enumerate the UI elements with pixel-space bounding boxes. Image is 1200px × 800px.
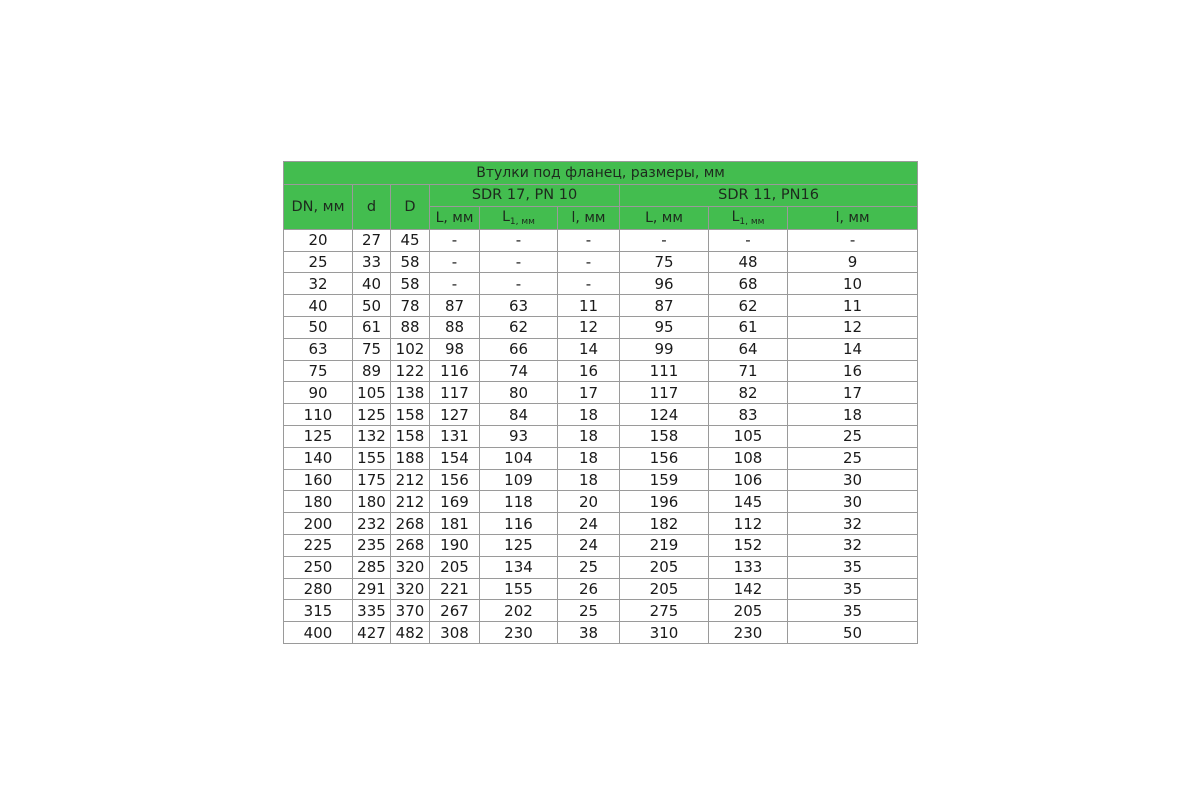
header-L-sdr17: L, мм (430, 206, 480, 229)
table-cell: 14 (558, 338, 620, 360)
table-cell: 62 (480, 316, 558, 338)
table-row (284, 578, 918, 600)
table-cell: 104 (480, 447, 558, 469)
table-cell: 32 (788, 534, 918, 556)
table-row (284, 622, 918, 644)
table-cell: 84 (480, 404, 558, 426)
table-cell: 230 (480, 622, 558, 644)
table-cell: 205 (430, 556, 480, 578)
table-cell: 40 (284, 295, 353, 317)
table-cell: 125 (284, 425, 353, 447)
table-cell: 58 (391, 273, 430, 295)
table-cell: 25 (558, 556, 620, 578)
table-cell: 125 (480, 534, 558, 556)
table-row (284, 251, 918, 273)
table-cell: 155 (353, 447, 391, 469)
header-L-sdr11: L, мм (620, 206, 709, 229)
table-cell: 310 (620, 622, 709, 644)
table-cell: 61 (709, 316, 788, 338)
table-row (284, 316, 918, 338)
table-cell: 63 (284, 338, 353, 360)
header-L1-sdr11: $L_{1, мм}$ (709, 206, 788, 229)
table-cell: 112 (709, 513, 788, 535)
table-cell: 58 (391, 251, 430, 273)
table-cell: 50 (353, 295, 391, 317)
table-row (284, 425, 918, 447)
table-cell: 370 (391, 600, 430, 622)
table-cell: 12 (788, 316, 918, 338)
table-cell: 154 (430, 447, 480, 469)
table-row (284, 273, 918, 295)
table-cell: 275 (620, 600, 709, 622)
table-cell: 159 (620, 469, 709, 491)
table-cell: 96 (620, 273, 709, 295)
table-cell: 235 (353, 534, 391, 556)
table-cell: 200 (284, 513, 353, 535)
table-cell: 110 (284, 404, 353, 426)
table-cell: 98 (430, 338, 480, 360)
table-cell: 17 (558, 382, 620, 404)
header-D: D (391, 185, 430, 230)
table-cell: - (788, 229, 918, 251)
table-cell: 205 (620, 556, 709, 578)
table-cell: 116 (480, 513, 558, 535)
table-cell: 95 (620, 316, 709, 338)
spec-table-container (283, 161, 917, 644)
header-d: d (353, 185, 391, 230)
table-cell: 118 (480, 491, 558, 513)
table-cell: 35 (788, 600, 918, 622)
header-L1-sdr17: $L_{1, мм}$ (480, 206, 558, 229)
table-cell: 11 (558, 295, 620, 317)
table-cell: 175 (353, 469, 391, 491)
table-cell: 212 (391, 491, 430, 513)
table-cell: 116 (430, 360, 480, 382)
table-cell: 17 (788, 382, 918, 404)
table-cell: 205 (709, 600, 788, 622)
table-row (284, 404, 918, 426)
table-cell: 74 (480, 360, 558, 382)
table-cell: 10 (788, 273, 918, 295)
table-cell: 108 (709, 447, 788, 469)
table-cell: 88 (391, 316, 430, 338)
table-cell: 50 (284, 316, 353, 338)
table-cell: 25 (284, 251, 353, 273)
table-title: Втулки под фланец, размеры, мм (284, 162, 918, 185)
table-cell: 82 (709, 382, 788, 404)
table-cell: 45 (391, 229, 430, 251)
table-cell: 61 (353, 316, 391, 338)
table-cell: 109 (480, 469, 558, 491)
table-cell: - (558, 229, 620, 251)
table-cell: 142 (709, 578, 788, 600)
table-cell: 315 (284, 600, 353, 622)
table-cell: 90 (284, 382, 353, 404)
table-cell: 105 (353, 382, 391, 404)
table-cell: 221 (430, 578, 480, 600)
table-cell: 83 (709, 404, 788, 426)
table-cell: 320 (391, 578, 430, 600)
table-cell: 88 (430, 316, 480, 338)
header-group-sdr11: SDR 11, PN16 (620, 185, 918, 207)
table-cell: 18 (788, 404, 918, 426)
table-cell: 482 (391, 622, 430, 644)
table-cell: 427 (353, 622, 391, 644)
header-l-sdr11: l, мм (788, 206, 918, 229)
table-cell: 131 (430, 425, 480, 447)
table-cell: 18 (558, 447, 620, 469)
table-cell: 18 (558, 425, 620, 447)
table-cell: 180 (353, 491, 391, 513)
table-cell: 25 (558, 600, 620, 622)
table-cell: 12 (558, 316, 620, 338)
header-dn: DN, мм (284, 185, 353, 230)
table-row (284, 447, 918, 469)
table-cell: 268 (391, 534, 430, 556)
table-cell: 335 (353, 600, 391, 622)
table-cell: 25 (788, 425, 918, 447)
table-cell: - (430, 273, 480, 295)
table-cell: 117 (430, 382, 480, 404)
table-cell: 152 (709, 534, 788, 556)
table-row (284, 295, 918, 317)
table-cell: - (430, 251, 480, 273)
table-cell: 20 (558, 491, 620, 513)
table-cell: 291 (353, 578, 391, 600)
table-row (284, 534, 918, 556)
table-cell: 87 (620, 295, 709, 317)
table-cell: 320 (391, 556, 430, 578)
table-cell: 80 (480, 382, 558, 404)
table-cell: 48 (709, 251, 788, 273)
table-cell: 202 (480, 600, 558, 622)
table-cell: 196 (620, 491, 709, 513)
table-row (284, 469, 918, 491)
table-cell: 62 (709, 295, 788, 317)
table-cell: 63 (480, 295, 558, 317)
table-cell: 30 (788, 469, 918, 491)
table-cell: 250 (284, 556, 353, 578)
table-cell: 124 (620, 404, 709, 426)
table-row (284, 382, 918, 404)
table-cell: 285 (353, 556, 391, 578)
table-cell: 35 (788, 578, 918, 600)
table-cell: 138 (391, 382, 430, 404)
table-cell: 89 (353, 360, 391, 382)
table-cell: 160 (284, 469, 353, 491)
table-cell: 190 (430, 534, 480, 556)
table-cell: 20 (284, 229, 353, 251)
table-cell: 155 (480, 578, 558, 600)
table-cell: 32 (788, 513, 918, 535)
table-cell: 111 (620, 360, 709, 382)
table-cell: 308 (430, 622, 480, 644)
table-cell: 180 (284, 491, 353, 513)
table-row (284, 338, 918, 360)
table-cell: 14 (788, 338, 918, 360)
table-cell: 105 (709, 425, 788, 447)
table-row (284, 556, 918, 578)
table-cell: 156 (620, 447, 709, 469)
table-cell: 205 (620, 578, 709, 600)
table-cell: 24 (558, 534, 620, 556)
table-cell: 24 (558, 513, 620, 535)
table-cell: 158 (391, 404, 430, 426)
table-cell: 132 (353, 425, 391, 447)
table-cell: 133 (709, 556, 788, 578)
flange-sleeve-table (283, 161, 918, 644)
table-row (284, 360, 918, 382)
table-cell: 125 (353, 404, 391, 426)
table-cell: 400 (284, 622, 353, 644)
table-cell: 188 (391, 447, 430, 469)
table-cell: 16 (788, 360, 918, 382)
table-cell: 219 (620, 534, 709, 556)
table-cell: 158 (620, 425, 709, 447)
header-l-sdr17: l, мм (558, 206, 620, 229)
table-cell: 134 (480, 556, 558, 578)
table-body (284, 229, 918, 643)
table-cell: 40 (353, 273, 391, 295)
table-cell: 232 (353, 513, 391, 535)
table-cell: 75 (284, 360, 353, 382)
table-row (284, 491, 918, 513)
table-cell: 78 (391, 295, 430, 317)
table-cell: 182 (620, 513, 709, 535)
table-cell: 9 (788, 251, 918, 273)
table-cell: 18 (558, 404, 620, 426)
table-cell: 68 (709, 273, 788, 295)
table-cell: 127 (430, 404, 480, 426)
table-cell: - (709, 229, 788, 251)
table-cell: 93 (480, 425, 558, 447)
table-cell: - (480, 273, 558, 295)
table-cell: 66 (480, 338, 558, 360)
table-row (284, 513, 918, 535)
header-group-sdr17: SDR 17, PN 10 (430, 185, 620, 207)
table-cell: 122 (391, 360, 430, 382)
table-cell: 18 (558, 469, 620, 491)
table-cell: 181 (430, 513, 480, 535)
table-cell: 71 (709, 360, 788, 382)
table-cell: 27 (353, 229, 391, 251)
table-cell: 158 (391, 425, 430, 447)
table-cell: 145 (709, 491, 788, 513)
table-cell: 140 (284, 447, 353, 469)
table-cell: 169 (430, 491, 480, 513)
table-cell: - (558, 251, 620, 273)
table-cell: 25 (788, 447, 918, 469)
table-row (284, 229, 918, 251)
table-cell: - (558, 273, 620, 295)
table-cell: 75 (353, 338, 391, 360)
table-cell: 38 (558, 622, 620, 644)
table-cell: 30 (788, 491, 918, 513)
table-cell: 26 (558, 578, 620, 600)
table-cell: 212 (391, 469, 430, 491)
table-cell: 64 (709, 338, 788, 360)
table-cell: 87 (430, 295, 480, 317)
table-cell: 32 (284, 273, 353, 295)
table-cell: 106 (709, 469, 788, 491)
table-cell: 280 (284, 578, 353, 600)
table-cell: 35 (788, 556, 918, 578)
table-cell: 11 (788, 295, 918, 317)
table-cell: 33 (353, 251, 391, 273)
table-cell: 102 (391, 338, 430, 360)
table-cell: - (480, 251, 558, 273)
table-cell: 267 (430, 600, 480, 622)
table-cell: - (480, 229, 558, 251)
table-row (284, 600, 918, 622)
table-cell: 75 (620, 251, 709, 273)
table-cell: 230 (709, 622, 788, 644)
table-cell: 16 (558, 360, 620, 382)
table-cell: 50 (788, 622, 918, 644)
table-cell: 117 (620, 382, 709, 404)
table-cell: 225 (284, 534, 353, 556)
table-cell: 99 (620, 338, 709, 360)
table-cell: - (430, 229, 480, 251)
table-cell: 268 (391, 513, 430, 535)
table-cell: 156 (430, 469, 480, 491)
table-cell: - (620, 229, 709, 251)
